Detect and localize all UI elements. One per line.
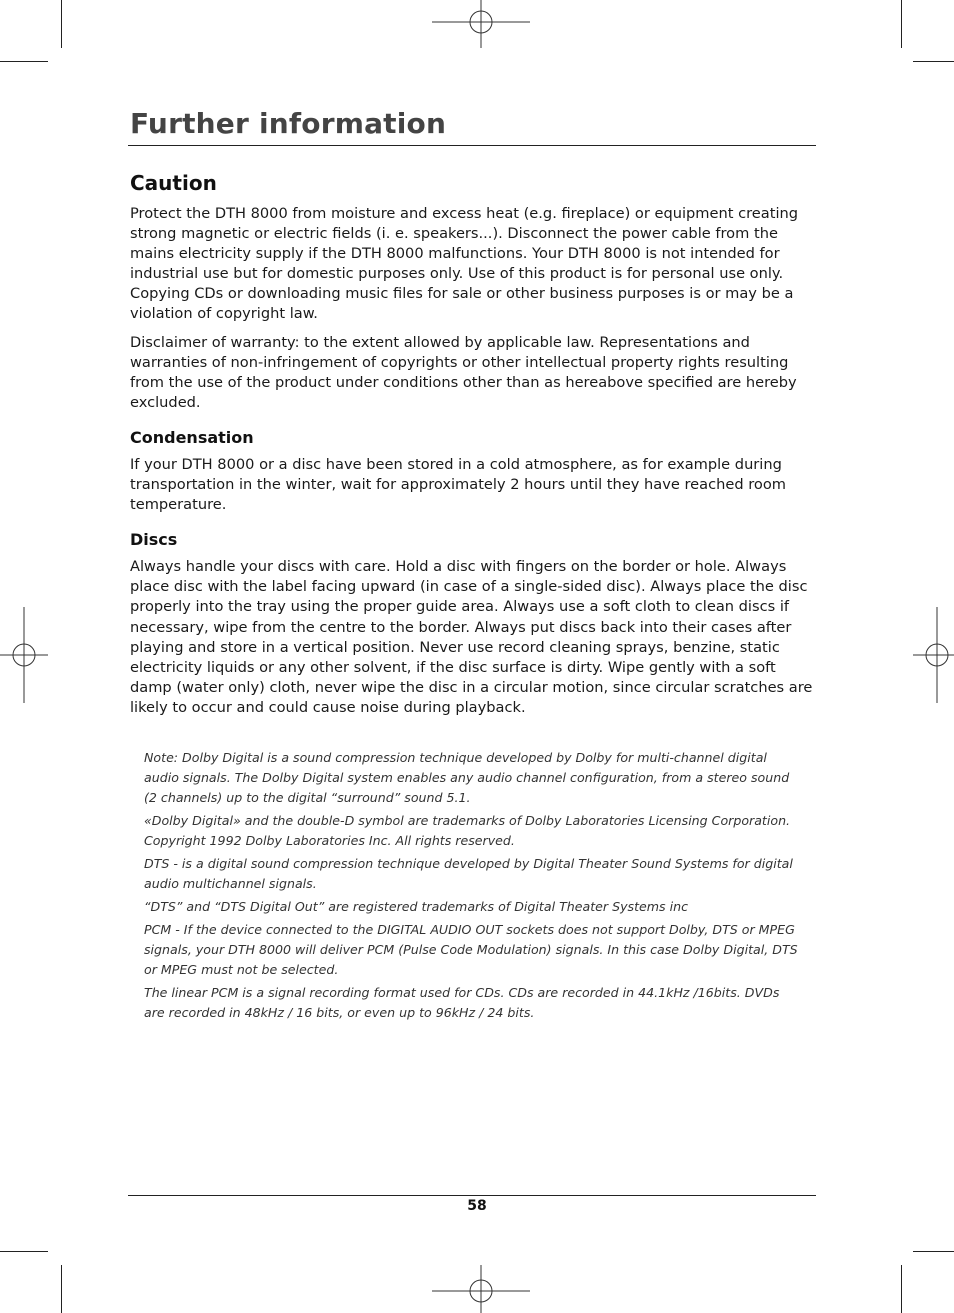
- page-title: Further information: [130, 107, 447, 140]
- note-pcm: PCM - If the device connected to the DIGITAL AUDIO OUT sockets does not support Dolby, DTS or MPEG signals, your DTH 8000 will deliver PCM (Pulse Code Modulation) signals. In this case Dolby Digital, DTS or MPEG must not be selected.: [144, 921, 798, 977]
- warranty-disclaimer-paragraph: Disclaimer of warranty: to the extent allowed by applicable law. Representations and warranties of non-infringement of copyrights or other intellectual property rights resulting from the use of the product under conditions other than as hereabove specified are hereby excluded.: [130, 333, 797, 411]
- condensation-paragraph: If your DTH 8000 or a disc have been stored in a cold atmosphere, as for example during transportation in the winter, wait for approximately 2 hours until they have reached room temperature.: [130, 455, 786, 514]
- page-number: 58: [467, 1198, 487, 1214]
- caution-section: [130, 168, 816, 413]
- caution-paragraph-1: Protect the DTH 8000 from moisture and excess heat (e.g. fireplace) or equipment creating strong magnetic or electric fields (i. e. speakers...). Disconnect the power cable from the mains electricity supply if the DTH 8000 malfunctions. Your DTH 8000 is not intended for industrial use but for domestic purposes only. Use of this product is for personal use only. Copying CDs or downloading music files for sale or other business purposes is or may be a violation of copyright law.: [130, 205, 799, 323]
- crop-mark-top-left-vertical: [61, 0, 62, 48]
- crop-mark-bottom-left-horizontal: [0, 1251, 48, 1252]
- crop-mark-top-left-horizontal: [0, 61, 48, 62]
- note-dts-trademark: “DTS” and “DTS Digital Out” are registered trademarks of Digital Theater Systems inc: [144, 898, 689, 914]
- crop-mark-top-right-vertical: [901, 0, 902, 48]
- note-dolby-trademark: «Dolby Digital» and the double-D symbol are trademarks of Dolby Laboratories Licensing Corporation. Copyright 1992 Dolby Laboratories Inc. All rights reserved.: [144, 812, 791, 848]
- discs-heading: Discs: [130, 530, 178, 550]
- crop-mark-top-right-horizontal: [913, 61, 954, 62]
- crop-mark-bottom-left-vertical: [61, 1265, 62, 1313]
- crop-mark-bottom-right-vertical: [901, 1265, 902, 1313]
- condensation-heading: Condensation: [130, 427, 254, 447]
- registration-mark-left: [0, 607, 48, 703]
- notes-section: [130, 748, 804, 1023]
- note-dts: DTS - is a digital sound compression technique developed by Digital Theater Sound Systems for digital audio multichannel signals.: [144, 855, 793, 891]
- crop-mark-bottom-right-horizontal: [913, 1251, 954, 1252]
- note-dolby-digital: Note: Dolby Digital is a sound compression technique developed by Dolby for multi-channel digital audio signals. The Dolby Digital system enables any audio channel configuration, from a stereo sound (2 channels) up to the digital “surround” sound 5.1.: [144, 749, 790, 805]
- caution-heading: Caution: [130, 171, 217, 195]
- registration-mark-right: [913, 607, 954, 703]
- discs-paragraph: Always handle your discs with care. Hold a disc with fingers on the border or hole. Always place disc with the label facing upward (in case of a single-sided disc). Always place the disc properly into the tray using the proper guide area. Always use a soft cloth to clean discs if necessary, wipe from the centre to the border. Always put discs back into their cases after playing and store in a vertical position. Never use record cleaning sprays, benzine, static electricity liquids or any other solvent, if the disc surface is dirty. Wipe gently with a soft damp (water only) cloth, never wipe the disc in a circular motion, since circular scratches are likely to occur and could cause noise during playback.: [130, 558, 813, 716]
- main-content: [130, 168, 816, 1026]
- registration-mark-top: [432, 0, 530, 48]
- discs-section: [130, 529, 816, 718]
- registration-mark-bottom: [432, 1265, 530, 1313]
- condensation-section: [130, 427, 816, 515]
- title-divider: [128, 145, 816, 146]
- note-linear-pcm: The linear PCM is a signal recording format used for CDs. CDs are recorded in 44.1kHz /16bits. DVDs are recorded in 48kHz / 16 bits, or even up to 96kHz / 24 bits.: [144, 984, 780, 1020]
